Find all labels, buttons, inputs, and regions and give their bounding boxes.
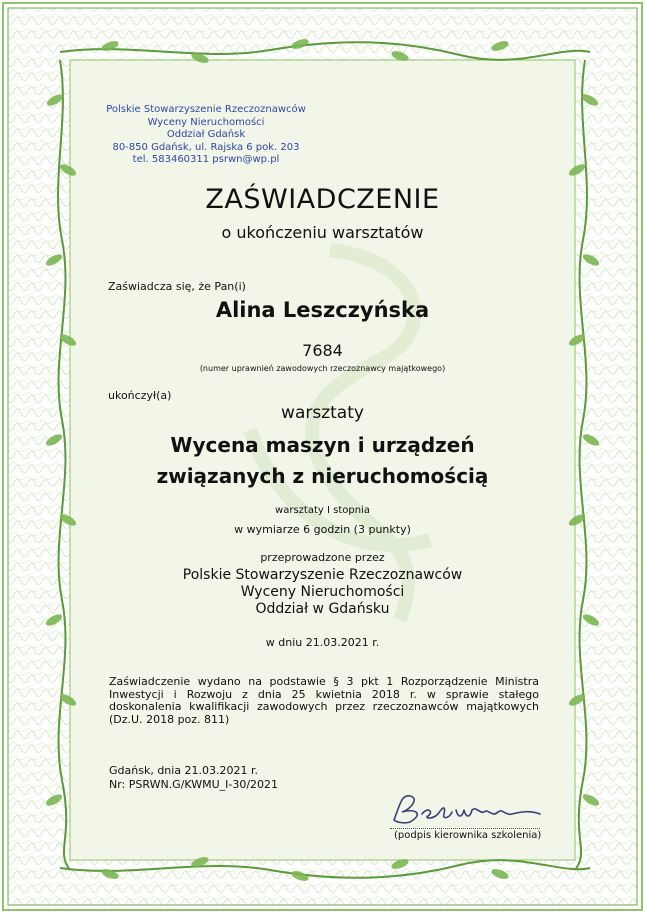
document-title: ZAŚWIADCZENIE [205,184,440,215]
organizer-line-2: Wyceny Nieruchomości [240,584,405,600]
course-date: w dniu 21.03.2021 r. [265,636,380,649]
signature-line [390,828,540,829]
certify-intro: Zaświadcza się, że Pan(i) [108,280,246,293]
issuer-block [106,104,306,167]
course-title-line-2: związanych z nieruchomością [156,464,489,488]
signature [380,784,550,830]
organizer-line-1: Polskie Stowarzyszenie Rzeczoznawców [182,567,463,583]
recipient-name: Alina Leszczyńska [215,298,430,322]
course-duration: w wymiarze 6 godzin (3 punkty) [234,523,411,536]
license-caption: (numer uprawnień zawodowych rzeczoznawcy majątkowego) [199,364,446,373]
legal-basis: Zaświadczenie wydano na podstawie § 3 pkt 1 Rozporządzenie Ministra Inwestycji i Rozwoju z dnia 25 kwietnia 2018 r. w sprawie stałego doskonalenia kwalifikacji zawodowych przez rzeczoznawców majątkowych (Dz.U. 2018 poz. 811) [109,675,539,726]
issuer-line: Wyceny Nieruchomości [147,116,265,128]
course-title-line-1: Wycena maszyn i urządzeń [170,433,475,457]
organizer-line-3: Oddział w Gdańsku [255,601,390,617]
issuer-line: Oddział Gdańsk [166,129,246,140]
issue-place-date: Gdańsk, dnia 21.03.2021 r. [109,764,259,777]
document-subtitle: o ukończeniu warsztatów [221,223,424,242]
signature-caption: (podpis kierownika szkolenia) [394,830,542,841]
course-type: warsztaty [281,403,364,423]
conducted-by-label: przeprowadzone przez [260,551,385,564]
reference-number: Nr: PSRWN.G/KWMU_I-30/2021 [109,778,279,791]
issuer-line: 80-850 Gdańsk, ul. Rajska 6 pok. 203 [112,141,300,153]
course-level: warsztaty I stopnia [275,505,370,516]
issuer-line: tel. 583460311 psrwn@wp.pl [132,154,280,165]
license-number: 7684 [302,341,343,360]
completed-label: ukończył(a) [108,389,172,402]
issuer-line: Polskie Stowarzyszenie Rzeczoznawców [106,104,306,115]
